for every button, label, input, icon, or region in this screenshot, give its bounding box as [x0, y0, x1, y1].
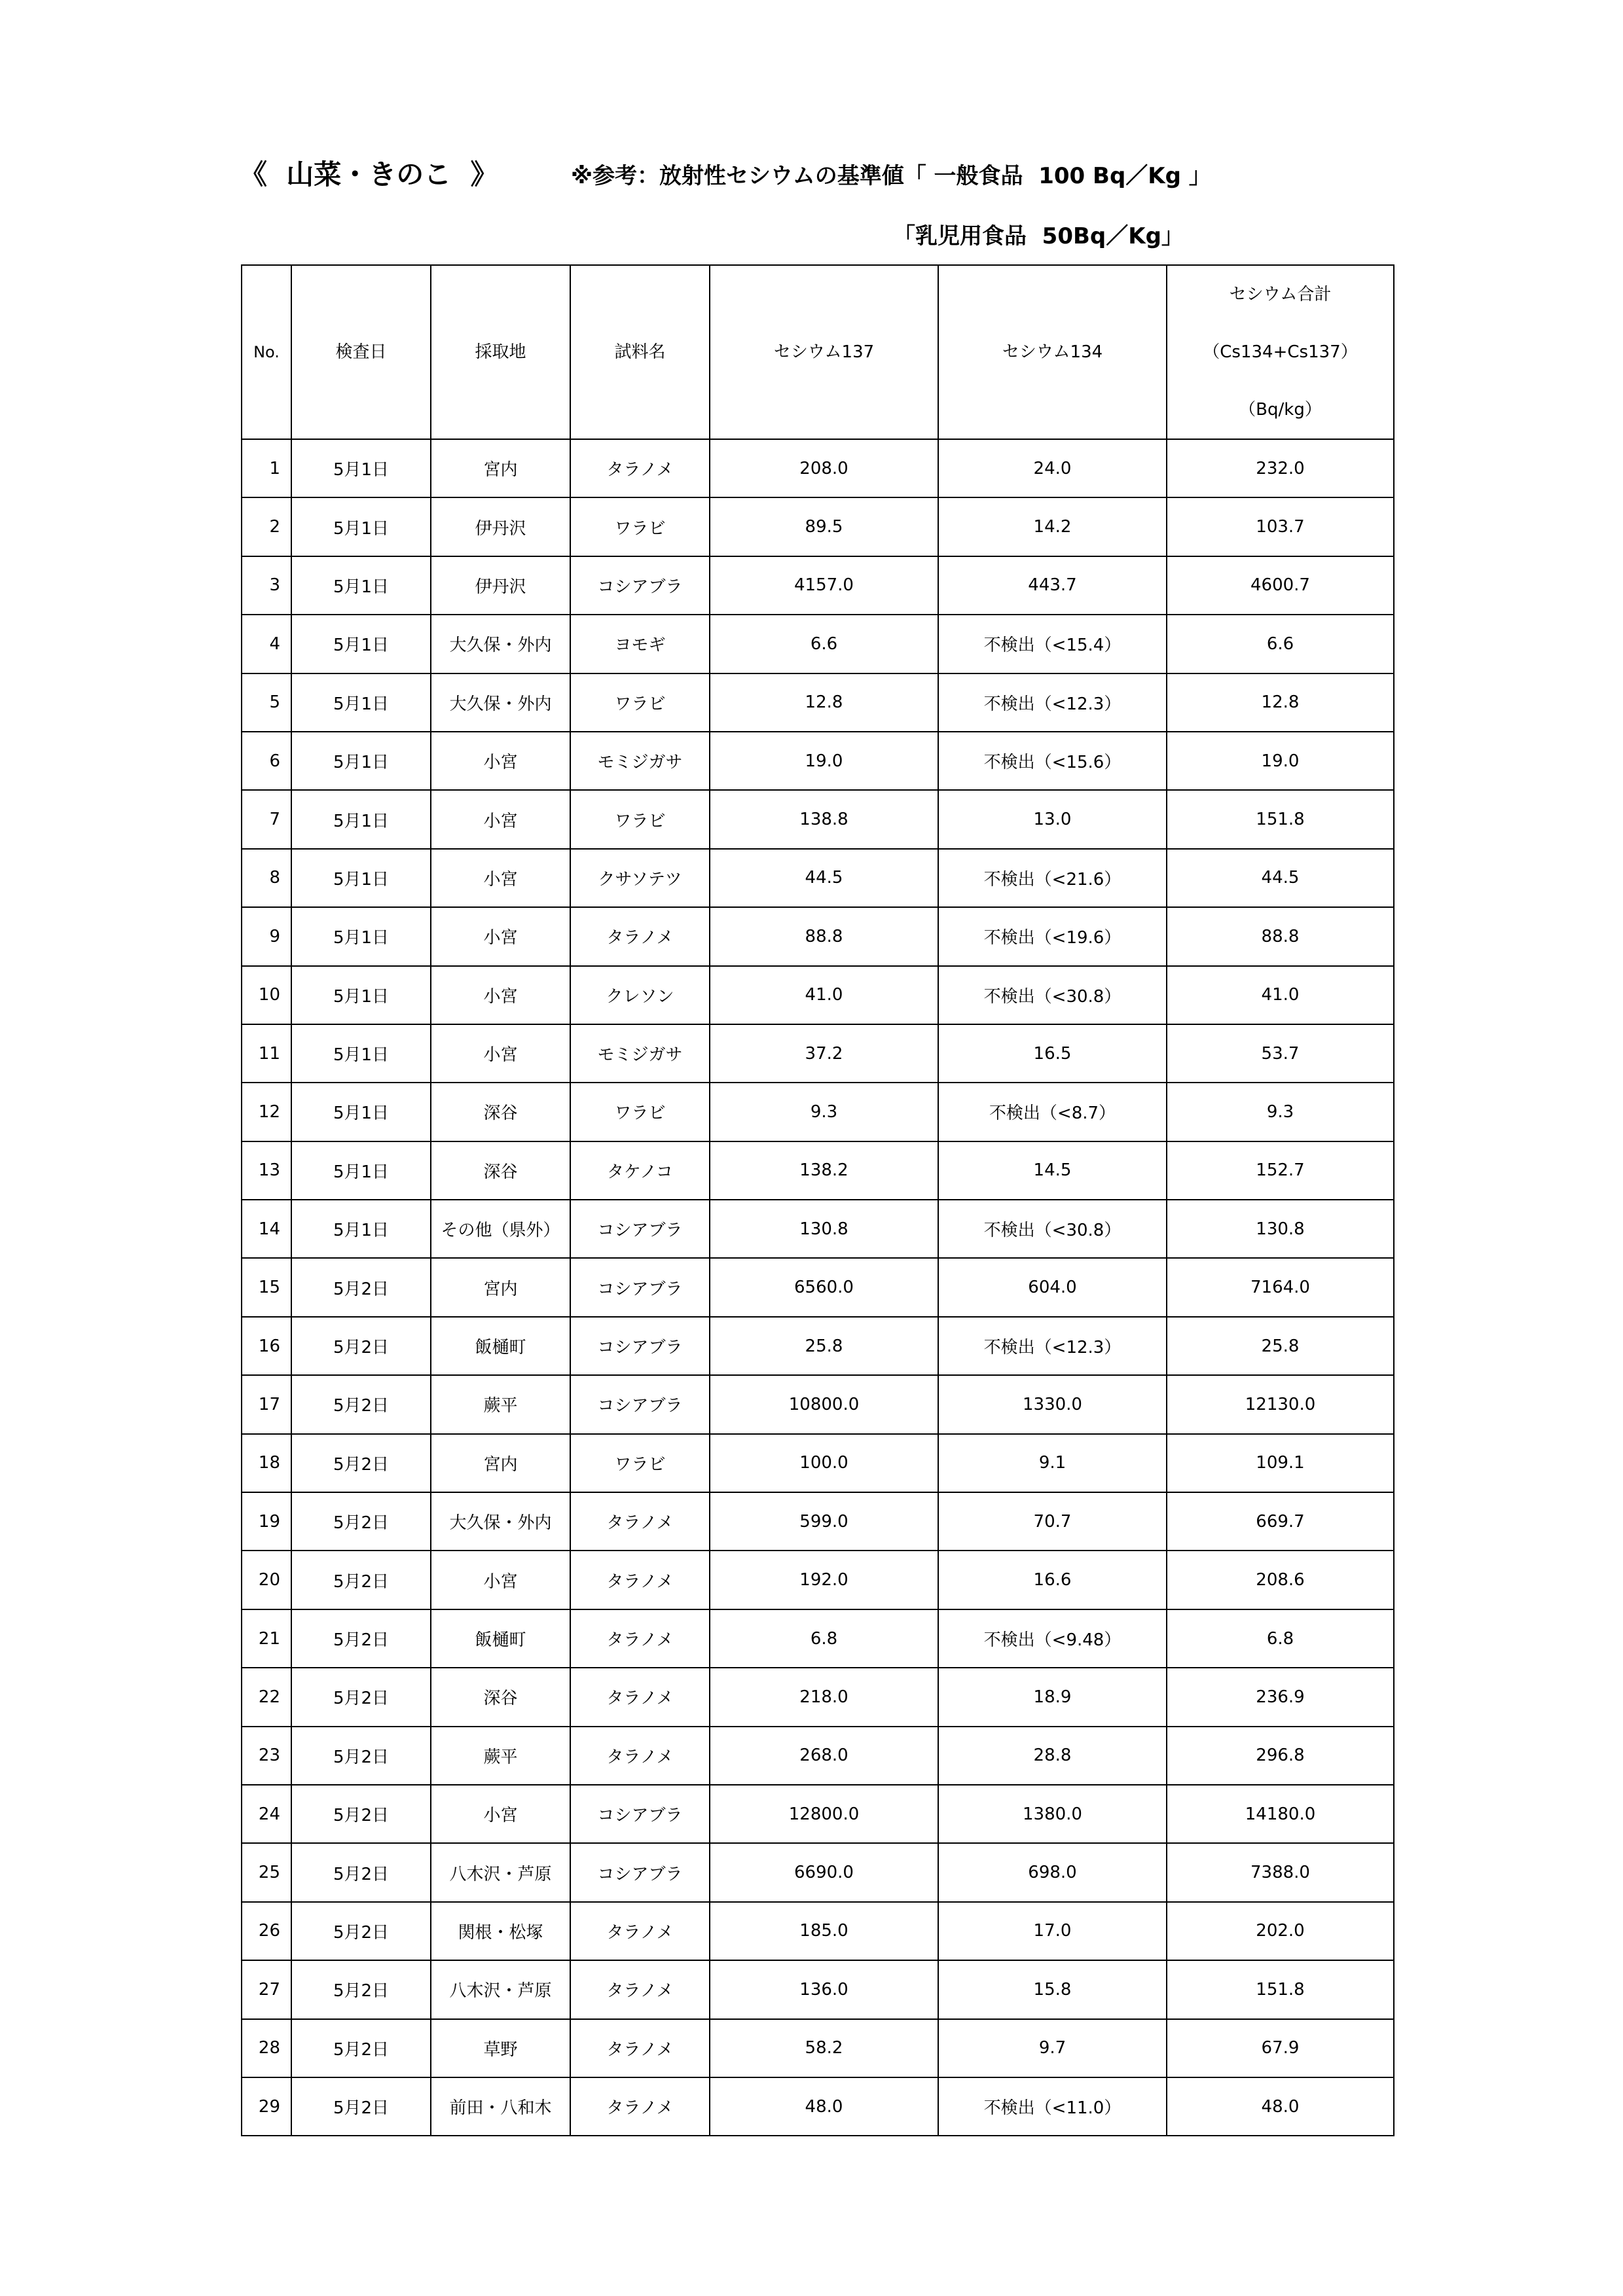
- cell-date: 5月2日: [291, 1317, 431, 1375]
- table-row: [242, 1024, 1394, 1083]
- cell-cs134: 15.8: [938, 1960, 1167, 2018]
- cell-total: 7164.0: [1167, 1258, 1394, 1316]
- table-row: [242, 1785, 1394, 1843]
- cell-cs134: 不検出（<9.48）: [938, 1609, 1167, 1668]
- cell-date: 5月1日: [291, 966, 431, 1024]
- cell-total: 7388.0: [1167, 1843, 1394, 1901]
- cell-sample: コシアブラ: [570, 556, 710, 615]
- cell-cs134: 443.7: [938, 556, 1167, 615]
- table-row: [242, 497, 1394, 556]
- cell-cs137: 12800.0: [710, 1785, 938, 1843]
- table-row: [242, 2077, 1394, 2136]
- cell-total: 202.0: [1167, 1902, 1394, 1960]
- cell-date: 5月2日: [291, 2019, 431, 2077]
- cell-location: 宮内: [431, 1258, 570, 1316]
- cell-sample: クサソテツ: [570, 849, 710, 907]
- table-row: [242, 1375, 1394, 1433]
- cell-sample: クレソン: [570, 966, 710, 1024]
- cell-cs134: 1330.0: [938, 1375, 1167, 1433]
- cell-cs137: 58.2: [710, 2019, 938, 2077]
- cell-total: 88.8: [1167, 907, 1394, 965]
- cell-cs137: 100.0: [710, 1434, 938, 1492]
- cell-total: 103.7: [1167, 497, 1394, 556]
- cell-sample: ワラビ: [570, 1434, 710, 1492]
- cell-cs137: 25.8: [710, 1317, 938, 1375]
- cell-location: 八木沢・芦原: [431, 1960, 570, 2018]
- cell-date: 5月1日: [291, 556, 431, 615]
- cell-sample: タラノメ: [570, 2077, 710, 2136]
- cell-date: 5月2日: [291, 1843, 431, 1901]
- cell-location: 前田・八和木: [431, 2077, 570, 2136]
- cell-location: 八木沢・芦原: [431, 1843, 570, 1901]
- cell-date: 5月1日: [291, 849, 431, 907]
- header-date: 検査日: [291, 265, 431, 439]
- header-total: [1167, 265, 1394, 439]
- table-row: [242, 1492, 1394, 1551]
- cell-location: 宮内: [431, 1434, 570, 1492]
- cell-location: 小宮: [431, 907, 570, 965]
- cell-total: 12.8: [1167, 673, 1394, 732]
- cell-cs134: 18.9: [938, 1668, 1167, 1726]
- cell-date: 5月2日: [291, 1960, 431, 2018]
- table-row: [242, 1843, 1394, 1901]
- cell-cs134: 604.0: [938, 1258, 1167, 1316]
- cell-cs137: 88.8: [710, 907, 938, 965]
- cell-cs137: 136.0: [710, 1960, 938, 2018]
- cell-no: 27: [242, 1960, 291, 2018]
- cell-no: 9: [242, 907, 291, 965]
- cell-sample: タケノコ: [570, 1141, 710, 1200]
- cell-sample: タラノメ: [570, 1668, 710, 1726]
- cell-date: 5月2日: [291, 1609, 431, 1668]
- cell-total: 296.8: [1167, 1727, 1394, 1785]
- cell-date: 5月1日: [291, 439, 431, 497]
- cell-no: 6: [242, 732, 291, 790]
- cell-no: 22: [242, 1668, 291, 1726]
- cell-cs134: 不検出（<15.6）: [938, 732, 1167, 790]
- cell-total: 44.5: [1167, 849, 1394, 907]
- table-row: [242, 1902, 1394, 1960]
- cell-no: 16: [242, 1317, 291, 1375]
- cell-cs137: 41.0: [710, 966, 938, 1024]
- cell-cs137: 19.0: [710, 732, 938, 790]
- cell-no: 7: [242, 790, 291, 848]
- cell-cs137: 4157.0: [710, 556, 938, 615]
- cell-sample: タラノメ: [570, 1609, 710, 1668]
- cell-no: 1: [242, 439, 291, 497]
- cell-date: 5月1日: [291, 1141, 431, 1200]
- cell-cs134: 不検出（<21.6）: [938, 849, 1167, 907]
- cell-no: 20: [242, 1551, 291, 1609]
- cell-location: 深谷: [431, 1141, 570, 1200]
- cell-no: 17: [242, 1375, 291, 1433]
- page-title: 《 山菜・きのこ 》: [240, 158, 498, 190]
- cell-total: 9.3: [1167, 1083, 1394, 1141]
- cell-sample: コシアブラ: [570, 1785, 710, 1843]
- cell-total: 41.0: [1167, 966, 1394, 1024]
- header-cs137: セシウム137: [710, 265, 938, 439]
- cell-location: 草野: [431, 2019, 570, 2077]
- cell-sample: モミジガサ: [570, 732, 710, 790]
- table-row: [242, 556, 1394, 615]
- cell-cs137: 89.5: [710, 497, 938, 556]
- cell-location: 小宮: [431, 966, 570, 1024]
- cell-cs134: 不検出（<19.6）: [938, 907, 1167, 965]
- cell-cs137: 6.6: [710, 615, 938, 673]
- cell-sample: コシアブラ: [570, 1200, 710, 1258]
- cell-location: 宮内: [431, 439, 570, 497]
- cell-cs134: 不検出（<15.4）: [938, 615, 1167, 673]
- cell-cs134: 28.8: [938, 1727, 1167, 1785]
- cell-cs137: 599.0: [710, 1492, 938, 1551]
- cell-no: 28: [242, 2019, 291, 2077]
- cell-no: 23: [242, 1727, 291, 1785]
- cell-cs137: 6.8: [710, 1609, 938, 1668]
- cell-cs137: 48.0: [710, 2077, 938, 2136]
- cell-cs137: 268.0: [710, 1727, 938, 1785]
- cell-sample: タラノメ: [570, 1551, 710, 1609]
- table-row: [242, 2019, 1394, 2077]
- cell-location: 飯樋町: [431, 1609, 570, 1668]
- cell-cs137: 6690.0: [710, 1843, 938, 1901]
- cell-location: 深谷: [431, 1083, 570, 1141]
- cell-sample: タラノメ: [570, 2019, 710, 2077]
- table-row: [242, 1258, 1394, 1316]
- cell-sample: モミジガサ: [570, 1024, 710, 1083]
- reference-standard-general: ※参考：放射性セシウムの基準値「 一般食品 100 Bq／Kg 」: [571, 163, 1211, 189]
- cell-sample: ワラビ: [570, 790, 710, 848]
- cell-date: 5月1日: [291, 1024, 431, 1083]
- cell-no: 5: [242, 673, 291, 732]
- cell-sample: ワラビ: [570, 673, 710, 732]
- cell-location: 大久保・外内: [431, 1492, 570, 1551]
- cell-sample: ワラビ: [570, 1083, 710, 1141]
- table-row: [242, 1960, 1394, 2018]
- cell-cs137: 37.2: [710, 1024, 938, 1083]
- cell-sample: タラノメ: [570, 1492, 710, 1551]
- cell-location: 蕨平: [431, 1375, 570, 1433]
- table-row: [242, 1200, 1394, 1258]
- cell-sample: タラノメ: [570, 1727, 710, 1785]
- cell-date: 5月1日: [291, 497, 431, 556]
- cell-cs137: 208.0: [710, 439, 938, 497]
- cell-cs134: 不検出（<11.0）: [938, 2077, 1167, 2136]
- cell-location: 飯樋町: [431, 1317, 570, 1375]
- reference-standard-infant: 「乳児用食品 50Bq／Kg」: [893, 223, 1184, 249]
- header-no: No.: [242, 265, 291, 439]
- cell-date: 5月1日: [291, 732, 431, 790]
- cell-sample: コシアブラ: [570, 1258, 710, 1316]
- cell-sample: コシアブラ: [570, 1375, 710, 1433]
- cesium-results-table: [241, 264, 1395, 2136]
- cell-cs134: 1380.0: [938, 1785, 1167, 1843]
- table-row: [242, 1434, 1394, 1492]
- table-row: [242, 1668, 1394, 1726]
- cell-cs134: 不検出（<12.3）: [938, 1317, 1167, 1375]
- table-row: [242, 439, 1394, 497]
- cell-no: 12: [242, 1083, 291, 1141]
- cell-no: 13: [242, 1141, 291, 1200]
- cell-cs134: 14.2: [938, 497, 1167, 556]
- cell-no: 19: [242, 1492, 291, 1551]
- cell-date: 5月2日: [291, 1258, 431, 1316]
- cell-cs137: 44.5: [710, 849, 938, 907]
- cell-total: 669.7: [1167, 1492, 1394, 1551]
- cell-sample: ヨモギ: [570, 615, 710, 673]
- cell-location: 関根・松塚: [431, 1902, 570, 1960]
- table-row: [242, 732, 1394, 790]
- table-header-row: [242, 265, 1394, 439]
- cell-no: 11: [242, 1024, 291, 1083]
- table-row: [242, 966, 1394, 1024]
- cell-location: 小宮: [431, 790, 570, 848]
- cell-total: 151.8: [1167, 790, 1394, 848]
- cell-location: 大久保・外内: [431, 673, 570, 732]
- cell-cs134: 16.6: [938, 1551, 1167, 1609]
- cell-total: 25.8: [1167, 1317, 1394, 1375]
- cell-no: 29: [242, 2077, 291, 2136]
- cell-date: 5月2日: [291, 1727, 431, 1785]
- cell-location: 小宮: [431, 849, 570, 907]
- cell-total: 19.0: [1167, 732, 1394, 790]
- cell-total: 109.1: [1167, 1434, 1394, 1492]
- cell-cs134: 不検出（<30.8）: [938, 1200, 1167, 1258]
- cell-date: 5月2日: [291, 1785, 431, 1843]
- cell-no: 15: [242, 1258, 291, 1316]
- cell-no: 14: [242, 1200, 291, 1258]
- cell-cs134: 70.7: [938, 1492, 1167, 1551]
- cell-cs137: 10800.0: [710, 1375, 938, 1433]
- cell-total: 6.6: [1167, 615, 1394, 673]
- cell-cs137: 6560.0: [710, 1258, 938, 1316]
- cell-total: 67.9: [1167, 2019, 1394, 2077]
- cell-cs134: 13.0: [938, 790, 1167, 848]
- cell-cs137: 9.3: [710, 1083, 938, 1141]
- cell-sample: タラノメ: [570, 1960, 710, 2018]
- table-row: [242, 1609, 1394, 1668]
- table-row: [242, 1317, 1394, 1375]
- cell-no: 26: [242, 1902, 291, 1960]
- cell-total: 48.0: [1167, 2077, 1394, 2136]
- cell-no: 24: [242, 1785, 291, 1843]
- header-location: 採取地: [431, 265, 570, 439]
- table-row: [242, 615, 1394, 673]
- table-row: [242, 1141, 1394, 1200]
- table-row: [242, 790, 1394, 848]
- cell-cs134: 14.5: [938, 1141, 1167, 1200]
- cell-cs137: 218.0: [710, 1668, 938, 1726]
- cell-cs134: 不検出（<8.7）: [938, 1083, 1167, 1141]
- cell-location: 伊丹沢: [431, 556, 570, 615]
- cell-location: その他（県外）: [431, 1200, 570, 1258]
- cell-total: 152.7: [1167, 1141, 1394, 1200]
- cell-date: 5月1日: [291, 1083, 431, 1141]
- cell-location: 伊丹沢: [431, 497, 570, 556]
- cell-sample: コシアブラ: [570, 1317, 710, 1375]
- cell-sample: タラノメ: [570, 1902, 710, 1960]
- cell-total: 6.8: [1167, 1609, 1394, 1668]
- cell-total: 12130.0: [1167, 1375, 1394, 1433]
- header-sample: 試料名: [570, 265, 710, 439]
- cell-total: 208.6: [1167, 1551, 1394, 1609]
- cell-cs137: 185.0: [710, 1902, 938, 1960]
- cell-no: 3: [242, 556, 291, 615]
- cell-date: 5月1日: [291, 1200, 431, 1258]
- cell-location: 大久保・外内: [431, 615, 570, 673]
- cell-date: 5月2日: [291, 1434, 431, 1492]
- cell-total: 53.7: [1167, 1024, 1394, 1083]
- cell-date: 5月2日: [291, 1492, 431, 1551]
- cell-cs134: 17.0: [938, 1902, 1167, 1960]
- header-total-label: セシウム合計: [1229, 285, 1332, 304]
- cell-cs134: 24.0: [938, 439, 1167, 497]
- header-total-unit: （Bq/kg）: [1239, 400, 1322, 420]
- cell-location: 深谷: [431, 1668, 570, 1726]
- cell-total: 14180.0: [1167, 1785, 1394, 1843]
- cell-date: 5月2日: [291, 1668, 431, 1726]
- cell-date: 5月2日: [291, 2077, 431, 2136]
- table-row: [242, 1551, 1394, 1609]
- cell-cs137: 12.8: [710, 673, 938, 732]
- cell-total: 236.9: [1167, 1668, 1394, 1726]
- cell-cs137: 138.8: [710, 790, 938, 848]
- cell-cs134: 698.0: [938, 1843, 1167, 1901]
- cell-location: 小宮: [431, 732, 570, 790]
- cell-no: 21: [242, 1609, 291, 1668]
- cell-total: 232.0: [1167, 439, 1394, 497]
- cell-no: 4: [242, 615, 291, 673]
- cell-date: 5月1日: [291, 673, 431, 732]
- table-row: [242, 1727, 1394, 1785]
- cell-date: 5月2日: [291, 1902, 431, 1960]
- cell-cs134: 16.5: [938, 1024, 1167, 1083]
- cell-sample: タラノメ: [570, 439, 710, 497]
- cell-cs134: 9.1: [938, 1434, 1167, 1492]
- table-row: [242, 1083, 1394, 1141]
- header-total-formula: （Cs134+Cs137）: [1203, 342, 1358, 362]
- cell-no: 18: [242, 1434, 291, 1492]
- cell-date: 5月1日: [291, 907, 431, 965]
- cell-date: 5月1日: [291, 615, 431, 673]
- table-row: [242, 849, 1394, 907]
- cell-location: 小宮: [431, 1024, 570, 1083]
- cell-cs134: 不検出（<30.8）: [938, 966, 1167, 1024]
- table-row: [242, 673, 1394, 732]
- cell-cs137: 130.8: [710, 1200, 938, 1258]
- cell-cs137: 192.0: [710, 1551, 938, 1609]
- cell-date: 5月1日: [291, 790, 431, 848]
- cell-no: 8: [242, 849, 291, 907]
- cell-no: 2: [242, 497, 291, 556]
- cell-sample: ワラビ: [570, 497, 710, 556]
- cell-location: 小宮: [431, 1785, 570, 1843]
- cell-total: 151.8: [1167, 1960, 1394, 2018]
- cell-location: 蕨平: [431, 1727, 570, 1785]
- cell-date: 5月2日: [291, 1375, 431, 1433]
- cell-sample: コシアブラ: [570, 1843, 710, 1901]
- cell-date: 5月2日: [291, 1551, 431, 1609]
- cell-location: 小宮: [431, 1551, 570, 1609]
- cell-cs134: 不検出（<12.3）: [938, 673, 1167, 732]
- cell-total: 4600.7: [1167, 556, 1394, 615]
- cell-cs134: 9.7: [938, 2019, 1167, 2077]
- cell-no: 25: [242, 1843, 291, 1901]
- header-cs134: セシウム134: [938, 265, 1167, 439]
- cell-cs137: 138.2: [710, 1141, 938, 1200]
- cell-no: 10: [242, 966, 291, 1024]
- cell-total: 130.8: [1167, 1200, 1394, 1258]
- table-row: [242, 907, 1394, 965]
- cell-sample: タラノメ: [570, 907, 710, 965]
